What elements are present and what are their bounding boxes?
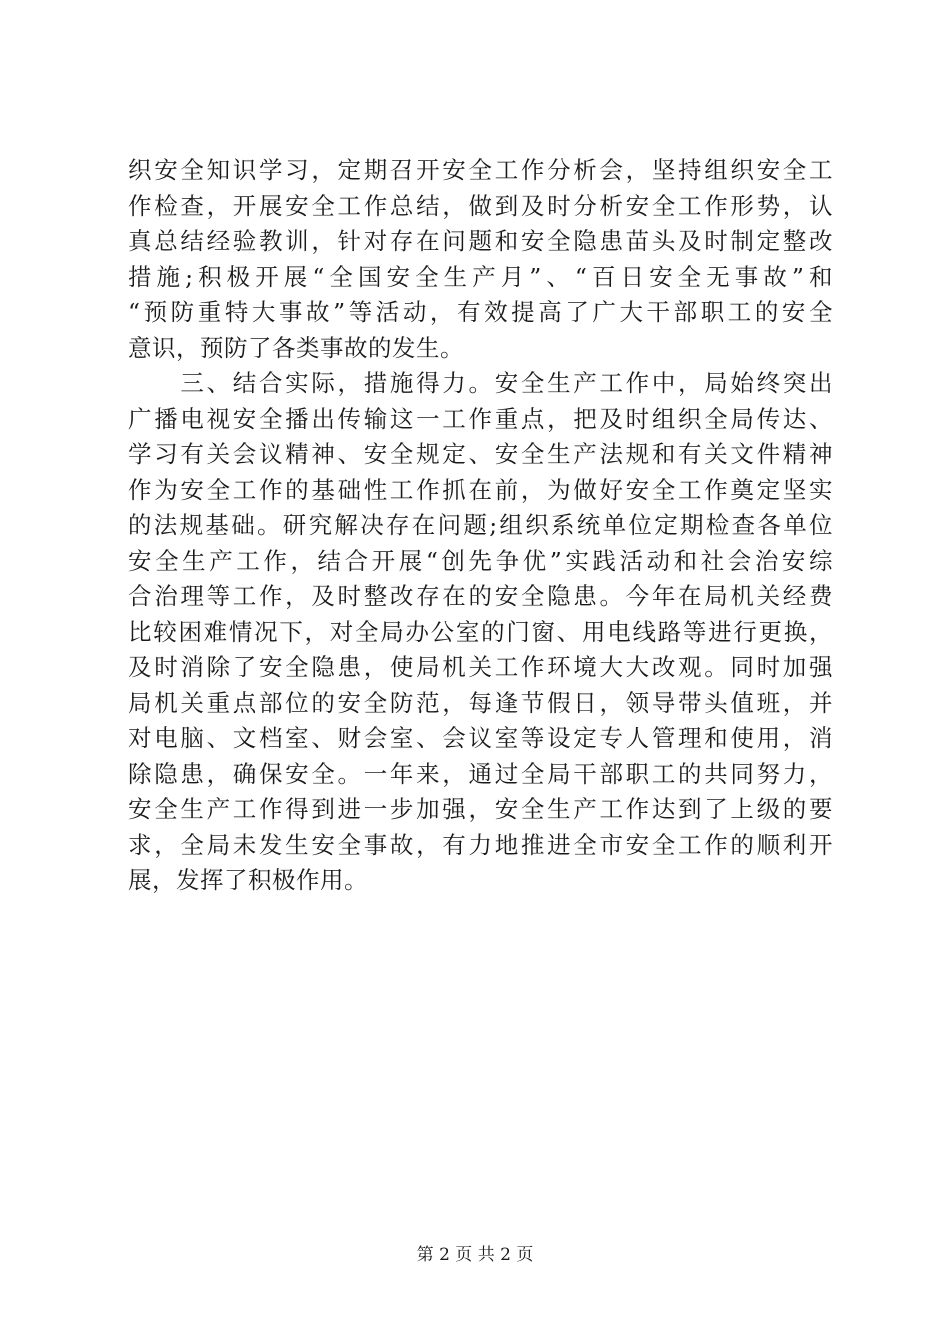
text-line: 作为安全工作的基础性工作抓在前，为做好安全工作奠定坚实 xyxy=(128,475,833,504)
text-line: 及时消除了安全隐患，使局机关工作环境大大改观。同时加强 xyxy=(128,653,833,681)
text-line: 学习有关会议精神、安全规定、安全生产法规和有关文件精神 xyxy=(128,440,833,468)
text-line: 安全生产工作，结合开展“创先争优”实践活动和社会治安综 xyxy=(128,546,833,575)
text-line: “预防重特大事故”等活动，有效提高了广大干部职工的安全 xyxy=(128,298,833,326)
text-line: 真总结经验教训，针对存在问题和安全隐患苗头及时制定整改 xyxy=(128,227,833,255)
text-line: 除隐患，确保安全。一年来，通过全局干部职工的共同努力， xyxy=(128,759,833,788)
text-line: 意识，预防了各类事故的发生。 xyxy=(128,333,464,362)
text-line: 广播电视安全播出传输这一工作重点，把及时组织全局传达、 xyxy=(128,404,833,433)
text-line: 展，发挥了积极作用。 xyxy=(128,866,368,894)
text-line: 作检查，开展安全工作总结，做到及时分析安全工作形势，认 xyxy=(128,191,833,220)
text-line: 对电脑、文档室、财会室、会议室等设定专人管理和使用，消 xyxy=(128,724,833,752)
body-text xyxy=(128,153,833,899)
text-line: 安全生产工作得到进一步加强，安全生产工作达到了上级的要 xyxy=(128,795,833,823)
text-line: 合治理等工作，及时整改存在的安全隐患。今年在局机关经费 xyxy=(128,582,833,610)
text-line: 局机关重点部位的安全防范，每逢节假日，领导带头值班，并 xyxy=(128,688,833,717)
text-line: 的法规基础。研究解决存在问题;组织系统单位定期检查各单位 xyxy=(128,511,833,539)
text-line: 织安全知识学习，定期召开安全工作分析会，坚持组织安全工 xyxy=(128,156,833,184)
text-line: 比较困难情况下，对全局办公室的门窗、用电线路等进行更换， xyxy=(128,617,833,646)
text-line: 求，全局未发生安全事故，有力地推进全市安全工作的顺利开 xyxy=(128,830,833,859)
text-line: 措施;积极开展“全国安全生产月”、“百日安全无事故”和 xyxy=(128,262,833,291)
page-number-footer: 第 2 页 共 2 页 xyxy=(416,1245,534,1265)
text-line: 三、结合实际，措施得力。安全生产工作中，局始终突出 xyxy=(128,369,833,397)
